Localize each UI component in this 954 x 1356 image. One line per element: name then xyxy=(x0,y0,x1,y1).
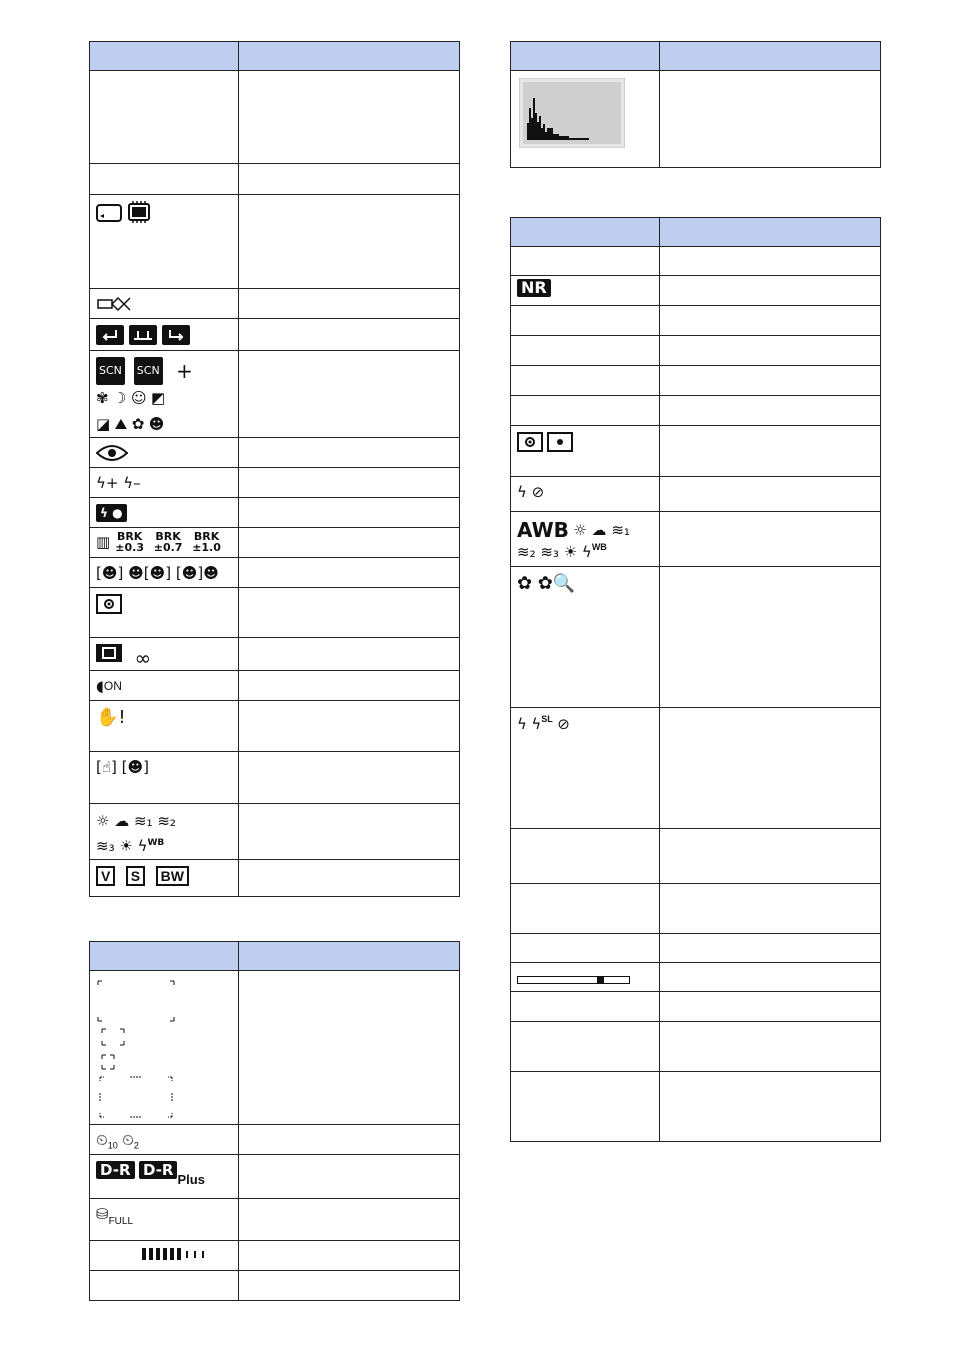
flash-off-icon: ⊘ xyxy=(557,715,570,734)
header-cell xyxy=(90,42,239,71)
table-row xyxy=(511,934,881,963)
header-cell xyxy=(660,218,881,247)
table-row xyxy=(90,860,460,897)
dro-plus-label: Plus xyxy=(177,1172,205,1188)
table-header xyxy=(511,218,881,247)
exposure-scale-icon xyxy=(517,975,631,985)
table-row xyxy=(511,477,881,512)
db-full-label: FULL xyxy=(108,1216,134,1228)
bracket-icon: BRK ±0.3 xyxy=(115,530,144,555)
header-cell xyxy=(511,42,660,71)
face-detection-icons: [☻] ☻[☻] [☻]☻ xyxy=(96,564,219,583)
level-meter-icon xyxy=(142,1247,206,1261)
table-row xyxy=(90,804,460,860)
twilight-portrait-icon: ✾ xyxy=(96,389,109,407)
nr-icon: NR xyxy=(517,279,551,297)
twilight-icon: ☽ xyxy=(113,389,127,407)
table-row xyxy=(511,567,881,708)
recording-folder-icons xyxy=(96,325,192,345)
bw-icon: BW xyxy=(156,866,189,886)
awb-icon: AWB xyxy=(517,518,569,542)
table-row xyxy=(90,701,460,752)
flash-mode-icons: ϟ $ϟ^{SL}$ ⊘ xyxy=(511,708,660,829)
spot-metering-icon xyxy=(547,432,573,452)
dro-plus-icon: D-R xyxy=(139,1161,178,1179)
header-cell xyxy=(660,42,881,71)
table-row xyxy=(90,164,460,195)
table-row xyxy=(90,588,460,638)
table-row xyxy=(90,1199,460,1241)
indicator-table-4 xyxy=(510,217,881,1142)
table-row xyxy=(511,1022,881,1072)
table-row xyxy=(511,396,881,426)
table-row xyxy=(90,438,460,468)
scene-icons-cell xyxy=(90,351,239,438)
table-row xyxy=(511,336,881,366)
center-focus-icon xyxy=(96,644,122,662)
histogram-icon xyxy=(519,78,625,148)
table-row xyxy=(90,468,460,498)
table-row xyxy=(90,351,460,438)
white-balance-icons: ☼ ☁ ≋₁ ≋₂ ≋₃ ☀ $ϟ^{WB}$ xyxy=(96,812,176,856)
vivid-icon: V xyxy=(96,866,115,886)
indicator-table-3 xyxy=(510,41,881,168)
dro-icons xyxy=(90,1155,239,1199)
center-metering-icon xyxy=(517,432,543,452)
media-icons-cell xyxy=(90,195,239,289)
self-timer-icons: ⏲ xyxy=(96,1131,108,1149)
table-row xyxy=(511,992,881,1022)
bracket-icon: BRK ±0.7 xyxy=(153,530,183,555)
macro-icons: ✿ ✿🔍 xyxy=(517,573,576,594)
backlight-icon: ◩ xyxy=(151,389,166,407)
wb-presets-icon: ☼ ☁ ≋₁ xyxy=(573,521,630,539)
table-row xyxy=(90,638,460,671)
shake-warning-icon: ✋! xyxy=(96,707,126,729)
burst-icons-cell xyxy=(90,528,239,558)
table-row xyxy=(511,884,881,934)
spot-metering-icon xyxy=(96,594,122,614)
af-range-frames-icon xyxy=(96,977,176,1119)
plus-icon: + xyxy=(176,359,193,383)
table-row xyxy=(90,195,460,289)
table-header xyxy=(90,42,460,71)
table-header xyxy=(511,42,881,71)
table-row xyxy=(90,1271,460,1301)
dro-icon: D-R xyxy=(96,1161,135,1179)
flash-auto-icon: ϟ xyxy=(517,715,527,734)
table-row xyxy=(90,289,460,319)
white-balance-icons: AWB ☼ ☁ ≋₁ ≋₂ ≋₃ ☀ $ϟ^{WB}$ xyxy=(511,512,660,567)
flash-icons: ϟ ⊘ xyxy=(517,483,545,501)
scene-selection-icons xyxy=(96,357,232,437)
memory-card-icon xyxy=(96,203,122,223)
table-row xyxy=(511,71,881,168)
table-row xyxy=(90,319,460,351)
table-row xyxy=(511,512,881,567)
table-row xyxy=(511,963,881,992)
table-row xyxy=(90,528,460,558)
table-row xyxy=(90,558,460,588)
table-row xyxy=(90,1241,460,1271)
eye-icon xyxy=(96,444,128,462)
infinity-icon: ∞ xyxy=(134,646,152,671)
iscn-icon: SCN xyxy=(96,357,125,385)
af-illuminator-icon: ◖ xyxy=(96,677,104,696)
flash-slow-icon: ϟ xyxy=(531,715,542,734)
burst-icon: ▥ xyxy=(96,533,111,552)
header-cell xyxy=(511,218,660,247)
internal-memory-icon xyxy=(126,201,152,223)
flash-lock-icon: ϟ ● xyxy=(96,504,127,522)
table-row xyxy=(90,71,460,164)
connection-blocked-icon xyxy=(96,295,136,313)
table-row: $⏲_{10}$ $⏲_2$ xyxy=(90,1125,460,1155)
backlight-portrait-icon: ◪ xyxy=(96,415,111,434)
table-row xyxy=(511,1072,881,1142)
table-row xyxy=(90,671,460,701)
touch-tracking-icons: [☝] [☻] xyxy=(96,758,149,777)
picture-effect-icons xyxy=(90,860,239,897)
table-row xyxy=(511,426,881,477)
table-header xyxy=(90,942,460,971)
table-row xyxy=(511,829,881,884)
header-cell xyxy=(239,942,460,971)
portrait-icon: ☺ xyxy=(130,389,147,407)
group-icon: ☻ xyxy=(148,415,165,434)
flash-charge-icon: ϟ+ ϟ– xyxy=(96,474,141,493)
sepia-icon: S xyxy=(126,866,145,886)
header-cell xyxy=(90,942,239,971)
table-row xyxy=(90,498,460,528)
af-on-label: ON xyxy=(103,679,122,694)
table-row xyxy=(511,366,881,396)
bracket-icon: BRK ±1.0 xyxy=(192,530,221,555)
metering-icons xyxy=(511,426,660,477)
table-row xyxy=(90,1155,460,1199)
indicator-table-1 xyxy=(89,41,460,897)
iscn-plus-icon: SCN xyxy=(134,357,163,385)
landscape-icon: ⛰ xyxy=(114,415,128,434)
table-row xyxy=(511,276,881,306)
table-row xyxy=(511,306,881,336)
macro-icon: ✿ xyxy=(131,415,145,434)
table-row xyxy=(90,971,460,1125)
table-row xyxy=(511,247,881,276)
table-row xyxy=(511,708,881,829)
indicator-table-2 xyxy=(89,941,460,1301)
header-cell xyxy=(239,42,460,71)
self-timer-2-icon: ⏲ xyxy=(122,1131,134,1149)
table-row xyxy=(90,752,460,804)
database-full-icon: ⛁ xyxy=(96,1205,109,1223)
wb-presets-2-icon: ≋₂ ≋₃ ☀ ϟ xyxy=(517,543,592,562)
